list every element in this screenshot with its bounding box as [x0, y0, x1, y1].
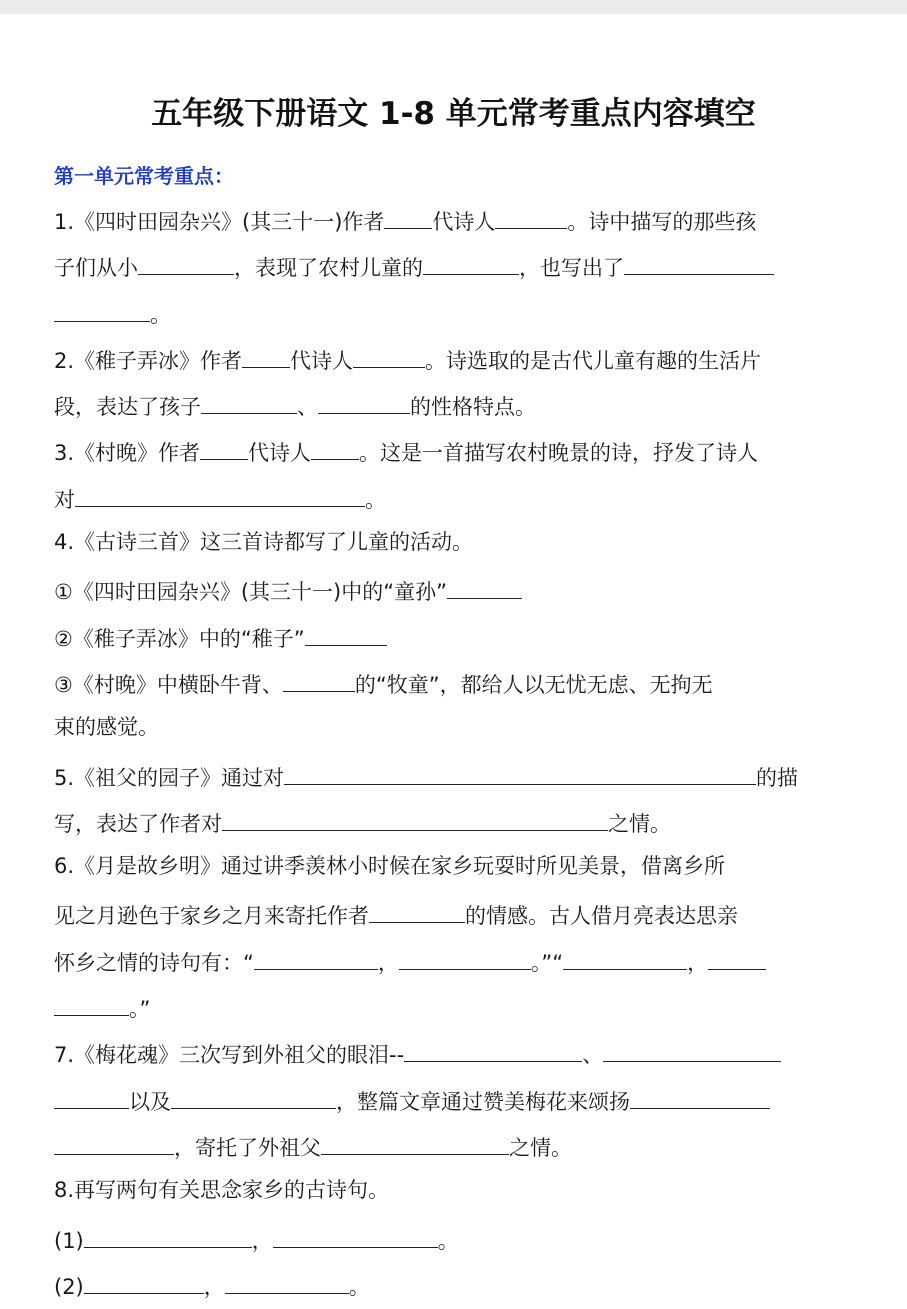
- blank[interactable]: [254, 939, 378, 970]
- q3-text: 3.《村晚》作者: [54, 441, 201, 466]
- q5-text: 的描: [756, 765, 799, 790]
- blank[interactable]: [54, 1124, 174, 1155]
- q1-text: 。: [150, 302, 171, 327]
- q7-line-3: [54, 1124, 854, 1170]
- blank[interactable]: [200, 429, 248, 460]
- q6-line-2: [54, 892, 854, 938]
- q8-text: 。: [348, 1274, 370, 1299]
- q2-text: 的性格特点。: [410, 395, 536, 420]
- q7-text: 7.《梅花魂》三次写到外祖父的眼泪--: [54, 1043, 405, 1068]
- blank[interactable]: [84, 1263, 204, 1294]
- q6-text: ，: [687, 950, 709, 975]
- q4-text: ②《稚子弄冰》中的“稚子”: [54, 626, 305, 651]
- q8-item-1: [54, 1217, 854, 1263]
- q6-text: 的情感。古人借月亮表达思亲: [465, 904, 738, 929]
- q8-text: ，: [203, 1274, 225, 1299]
- q2-text: 2.《稚子弄冰》作者: [54, 348, 243, 373]
- q2-text: 、: [297, 395, 318, 420]
- q6-line-4: [54, 985, 854, 1031]
- q7-text: 、: [582, 1043, 604, 1068]
- q7-text: 以及: [129, 1089, 171, 1114]
- page-title: 五年级下册语文 1-8 单元常考重点内容填空: [151, 96, 756, 132]
- q2-text: 代诗人: [290, 348, 354, 373]
- q6-text: 见之月逊色于家乡之月来寄托作者: [54, 904, 369, 929]
- blank[interactable]: [399, 939, 531, 970]
- q1-text: ，表现了农村儿童的: [234, 256, 423, 281]
- q6-text: ，: [377, 950, 399, 975]
- q4-item-2: [54, 615, 854, 661]
- q5-line-2: [54, 800, 854, 846]
- blank[interactable]: [84, 1217, 252, 1248]
- q5-text: 5.《祖父的园子》通过对: [54, 765, 285, 790]
- q8-text: ，: [251, 1228, 273, 1253]
- q3-line-1: [54, 429, 854, 475]
- section-heading: 第一单元常考重点：: [54, 164, 234, 188]
- blank[interactable]: [171, 1078, 336, 1109]
- q4-text: ③《村晚》中横卧牛背、: [54, 672, 283, 697]
- q4-item-3-cont: 束的感觉。: [54, 715, 159, 740]
- q4-text: ①《四时田园杂兴》(其三十一)中的“童孙”: [54, 580, 447, 605]
- blank[interactable]: [242, 337, 290, 368]
- blank[interactable]: [369, 892, 465, 923]
- q1-text: 1.《四时田园杂兴》(其三十一)作者: [54, 210, 385, 234]
- blank[interactable]: [305, 615, 387, 646]
- blank[interactable]: [222, 800, 608, 831]
- blank[interactable]: [384, 198, 432, 229]
- q8-intro: 8.再写两句有关思念家乡的古诗句。: [54, 1178, 390, 1203]
- blank[interactable]: [603, 1031, 781, 1062]
- q1-line-1: [54, 198, 854, 244]
- blank[interactable]: [284, 754, 756, 785]
- q7-line-2: [54, 1078, 854, 1124]
- blank[interactable]: [54, 985, 129, 1016]
- q2-text: 。诗选取的是古代儿童有趣的生活片: [425, 348, 762, 373]
- q1-text: 子们从小: [54, 256, 138, 281]
- q1-line-3: [54, 291, 854, 337]
- q5-line-1: [54, 754, 854, 800]
- q7-text: 之情。: [509, 1135, 572, 1160]
- q8-text: 。: [437, 1228, 459, 1253]
- blank[interactable]: [495, 198, 567, 229]
- blank[interactable]: [321, 1124, 509, 1155]
- q1-text: 。诗中描写的那些孩: [567, 210, 757, 234]
- q1-text: 代诗人: [432, 210, 496, 234]
- q6-text: 怀乡之情的诗句有：“: [54, 950, 254, 975]
- q7-text: ，寄托了外祖父: [174, 1135, 321, 1160]
- q5-text: 之情。: [608, 811, 671, 836]
- blank[interactable]: [283, 661, 355, 692]
- q2-line-2: [54, 383, 854, 429]
- q2-text: 段，表达了孩子: [54, 395, 201, 420]
- q8-text: (2): [54, 1274, 84, 1299]
- q8-text: (1): [54, 1228, 84, 1253]
- q3-text: 。: [365, 487, 386, 512]
- q5-text: 写，表达了作者对: [54, 811, 222, 836]
- worksheet-content: [54, 198, 854, 1309]
- blank[interactable]: [404, 1031, 582, 1062]
- q6-line-3: [54, 939, 854, 985]
- q4-text: 的“牧童”，都给人以无忧无虑、无拘无: [354, 672, 713, 697]
- q4-item-1: [54, 568, 854, 614]
- blank[interactable]: [54, 1078, 129, 1109]
- q3-text: 。这是一首描写农村晚景的诗，抒发了诗人: [359, 441, 759, 466]
- q8-item-2: [54, 1263, 854, 1309]
- blank[interactable]: [423, 244, 519, 275]
- blank[interactable]: [138, 244, 234, 275]
- blank[interactable]: [624, 244, 774, 275]
- q6-text: 。”“: [530, 950, 564, 975]
- blank[interactable]: [563, 939, 687, 970]
- blank[interactable]: [54, 291, 150, 322]
- blank[interactable]: [273, 1217, 438, 1248]
- blank[interactable]: [318, 383, 410, 414]
- blank[interactable]: [630, 1078, 770, 1109]
- q3-text: 代诗人: [248, 441, 312, 466]
- q3-line-2: [54, 476, 854, 522]
- q6-line-1: 6.《月是故乡明》通过讲季羡林小时候在家乡玩耍时所见美景，借离乡所: [54, 854, 726, 879]
- q6-text: 。”: [129, 997, 151, 1022]
- blank[interactable]: [75, 476, 365, 507]
- q7-text: ，整篇文章通过赞美梅花来颂扬: [336, 1089, 630, 1114]
- q2-line-1: [54, 337, 854, 383]
- blank[interactable]: [708, 939, 766, 970]
- blank[interactable]: [225, 1263, 349, 1294]
- blank[interactable]: [447, 568, 522, 599]
- blank[interactable]: [311, 429, 359, 460]
- q3-text: 对: [54, 487, 75, 512]
- q1-text: ，也写出了: [519, 256, 624, 281]
- q4-intro: 4.《古诗三首》这三首诗都写了儿童的活动。: [54, 530, 474, 555]
- top-bar: [0, 0, 907, 14]
- q7-line-1: [54, 1031, 854, 1077]
- blank[interactable]: [201, 383, 297, 414]
- q4-item-3: [54, 661, 854, 707]
- blank[interactable]: [353, 337, 425, 368]
- q1-line-2: [54, 244, 854, 290]
